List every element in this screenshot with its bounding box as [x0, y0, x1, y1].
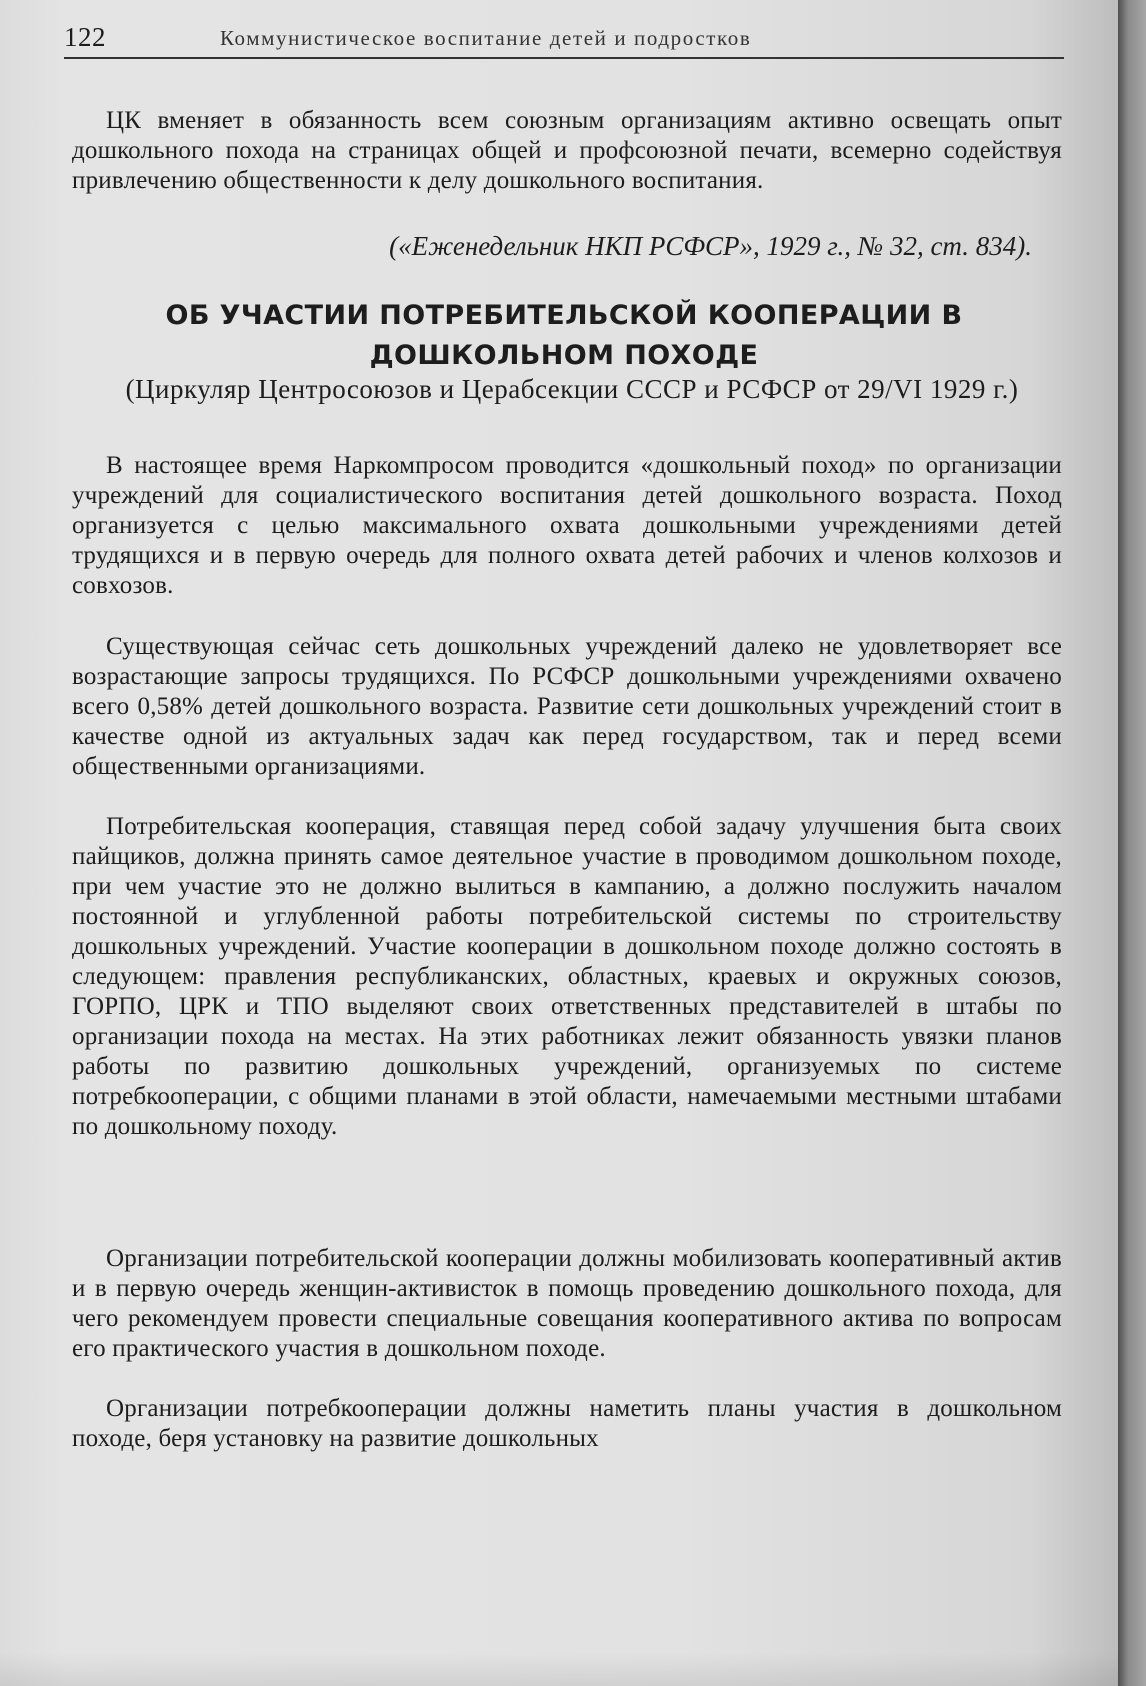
running-head — [64, 18, 1064, 58]
running-title: Коммунистическое воспитание детей и подростков — [220, 26, 752, 50]
intro-paragraph: ЦК вменяет в обязанность всем союзным организациям активно освещать опыт дошкольного похода на страницах общей и профсоюзной печати, всемерно содействуя привлечению общественности к делу дошкольного воспитания. — [72, 107, 1062, 194]
body-paragraph-1: В настоящее время Наркомпросом проводится «дошкольный поход» по организации учреждений для социалистического воспитания детей дошкольного возраста. Поход организуется с целью максимального охвата дошкольными учреждениями детей трудящихся и в первую очередь для полного охвата детей рабочих и членов колхозов и совхозов. — [72, 452, 1062, 599]
book-spine-shadow — [1118, 0, 1146, 1686]
page-number: 122 — [64, 22, 106, 52]
body-paragraph-4: Организации потребительской кооперации должны мобилизовать кооперативный актив и в первую очередь женщин-активисток в помощь проведению дошкольного похода, для чего рекомендуем провести специальные совещания кооперативного актива по вопросам его практического участия в дошкольном походе. — [72, 1245, 1062, 1362]
section-title: ОБ УЧАСТИИ ПОТРЕБИТЕЛЬСКОЙ КООПЕРАЦИИ В ДОШКОЛЬНОМ ПОХОДЕ — [165, 300, 963, 371]
body-paragraph-3: Потребительская кооперация, ставящая перед собой задачу улучшения быта своих пайщиков, должна принять самое деятельное участие в проводимом дошкольном походе, при чем участие это не должно вылиться в кампанию, а должно послужить началом постоянной и углубленной работы потребительской системы по строительству дошкольных учреждений. Участие кооперации в дошкольном походе должно состоять в следующем: правления республиканских, областных, краевых и окружных союзов, ГОРПО, ЦРК и ТПО выделяют своих ответственных представителей в штабы по организации похода на местах. На этих работниках лежит обязанность увязки планов работы по развитию дошкольных учреждений, организуемых по системе потребкооперации, с общими планами в этой области, намечаемыми местными штабами по дошкольному походу. — [72, 813, 1062, 1140]
citation: («Еженедельник НКП РСФСР», 1929 г., № 32, ст. 834). — [389, 231, 1032, 261]
page-bottom-shadow — [0, 1652, 1118, 1686]
body-paragraph-2: Существующая сейчас сеть дошкольных учреждений далеко не удовлетворяет все возрастающие запросы трудящихся. По РСФСР дошкольными учреждениями охвачено всего 0,58% детей дошкольного возраста. Развитие сети дошкольных учреждений стоит в качестве одной из актуальных задач как перед государством, так и перед всеми общественными организациями. — [72, 633, 1062, 780]
body-paragraph-5: Организации потребкооперации должны наметить планы участия в дошкольном походе, беря установку на развитие дошкольных — [72, 1395, 1062, 1452]
header-rule — [64, 57, 1064, 59]
section-subtitle: (Циркуляр Центросоюзов и Церабсекции СССР и РСФСР от 29/VI 1929 г.) — [125, 374, 1019, 404]
